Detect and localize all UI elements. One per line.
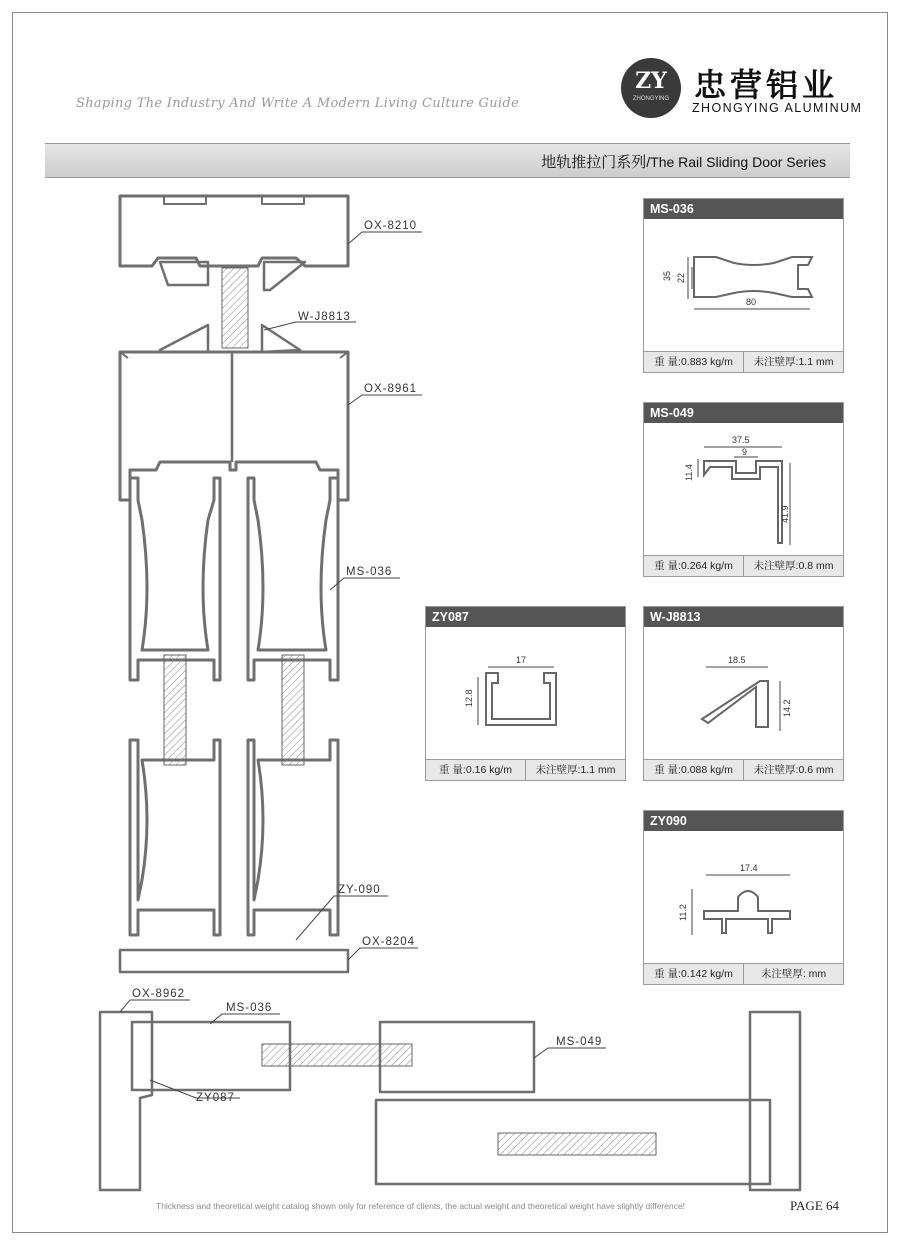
profile-weight: 重 量:0.264 kg/m (654, 560, 733, 572)
glass-infill-left (164, 655, 186, 765)
page-number: PAGE 64 (790, 1198, 840, 1213)
leader-ox8962 (120, 1000, 190, 1012)
callout-ms049: MS-049 (556, 1036, 603, 1048)
profile-thickness: 未注壁厚: mm (743, 964, 843, 984)
svg-text:41.9: 41.9 (780, 505, 790, 523)
profile-card-wj8813 (643, 606, 844, 781)
svg-text:80: 80 (746, 297, 757, 307)
footer-note: Thickness and theoretical weight catalog shown only for reference of clients, the actual weight and theoretical weight have slightly difference! (156, 1201, 686, 1211)
callout-ms036-a: MS-036 (346, 566, 393, 578)
svg-text:12.8: 12.8 (464, 689, 474, 707)
series-title-cn: 地轨推拉门系列 (541, 154, 647, 171)
profile-weight: 重 量:0.16 kg/m (439, 764, 512, 776)
profile-card-ms036 (643, 198, 844, 373)
leader-ox8210 (348, 232, 422, 244)
callout-ox8204: OX-8204 (362, 936, 416, 948)
profile-ox8961 (120, 352, 348, 500)
callout-zy087: ZY087 (196, 1092, 235, 1104)
profile-ms036-left-lower (130, 740, 220, 935)
callout-ms036-b: MS-036 (226, 1002, 273, 1014)
profile-diagram (644, 627, 843, 760)
series-title-en: /The Rail Sliding Door Series (646, 154, 826, 170)
svg-text:11.4: 11.4 (684, 464, 694, 481)
profile-weight: 重 量:0.088 kg/m (654, 764, 733, 776)
profile-diagram (426, 627, 625, 760)
profile-card-zy090 (643, 810, 844, 985)
svg-text:37.5: 37.5 (732, 435, 750, 445)
profile-wj8813-bottom-left (160, 325, 208, 352)
glass-infill-right (282, 655, 304, 765)
profile-code: ZY087 (426, 607, 625, 627)
profile-card-zy087 (425, 606, 626, 781)
profile-code: MS-036 (644, 199, 843, 219)
svg-text:18.5: 18.5 (728, 655, 746, 665)
profile-diagram (644, 423, 843, 556)
glass-infill-horizontal-2 (498, 1133, 656, 1155)
profile-diagram (644, 831, 843, 964)
profile-ms036-left-upper (130, 478, 220, 680)
profile-ms036-right-upper (248, 478, 338, 680)
glass-infill-top (222, 268, 248, 348)
svg-text:14.2: 14.2 (782, 699, 792, 717)
profile-weight: 重 量:0.142 kg/m (654, 968, 733, 980)
profile-ox8210 (120, 196, 348, 266)
profile-diagram (644, 219, 843, 352)
svg-text:17: 17 (516, 655, 527, 665)
brand-name-cn: 忠营铝业 (694, 67, 839, 103)
profile-ox8204 (120, 950, 348, 972)
profile-thickness: 未注壁厚:0.6 mm (743, 760, 843, 780)
leader-wj8813 (264, 322, 356, 330)
svg-text:9: 9 (742, 447, 748, 457)
callout-zy090: ZY-090 (338, 884, 381, 896)
profile-ms036-right-lower (248, 740, 338, 935)
callout-ox8210: OX-8210 (364, 220, 418, 232)
svg-text:35: 35 (662, 270, 672, 281)
profile-weight: 重 量:0.883 kg/m (654, 356, 733, 368)
profile-code: MS-049 (644, 403, 843, 423)
brand-name-en: ZHONGYING ALUMINUM (692, 101, 863, 115)
profile-wj8813-top-right (264, 262, 305, 290)
profile-ox8962 (100, 1012, 152, 1190)
logo-subtext: ZHONGYING (632, 96, 670, 102)
slogan: Shaping The Industry And Write A Modern Living Culture Guide (76, 96, 519, 111)
profile-card-ms049 (643, 402, 844, 577)
callout-ox8961: OX-8961 (364, 383, 418, 395)
logo-text: ZY (635, 68, 667, 94)
leader-zy090 (296, 896, 388, 940)
profile-thickness: 未注壁厚:0.8 mm (743, 556, 843, 576)
leader-ox8961 (348, 395, 422, 405)
profile-code: ZY090 (644, 811, 843, 831)
svg-text:22: 22 (676, 272, 686, 283)
svg-text:17.4: 17.4 (740, 863, 758, 873)
profile-thickness: 未注壁厚:1.1 mm (525, 760, 625, 780)
profile-code: W-J8813 (644, 607, 843, 627)
leader-ms036-a (330, 578, 400, 590)
profile-thickness: 未注壁厚:1.1 mm (743, 352, 843, 372)
callout-ox8962: OX-8962 (132, 988, 186, 1000)
callout-wj8813: W-J8813 (298, 311, 351, 323)
leader-ms049 (534, 1048, 606, 1058)
svg-text:11.2: 11.2 (678, 904, 688, 921)
glass-infill-horizontal-1 (262, 1044, 412, 1066)
leader-ox8204 (348, 948, 418, 960)
